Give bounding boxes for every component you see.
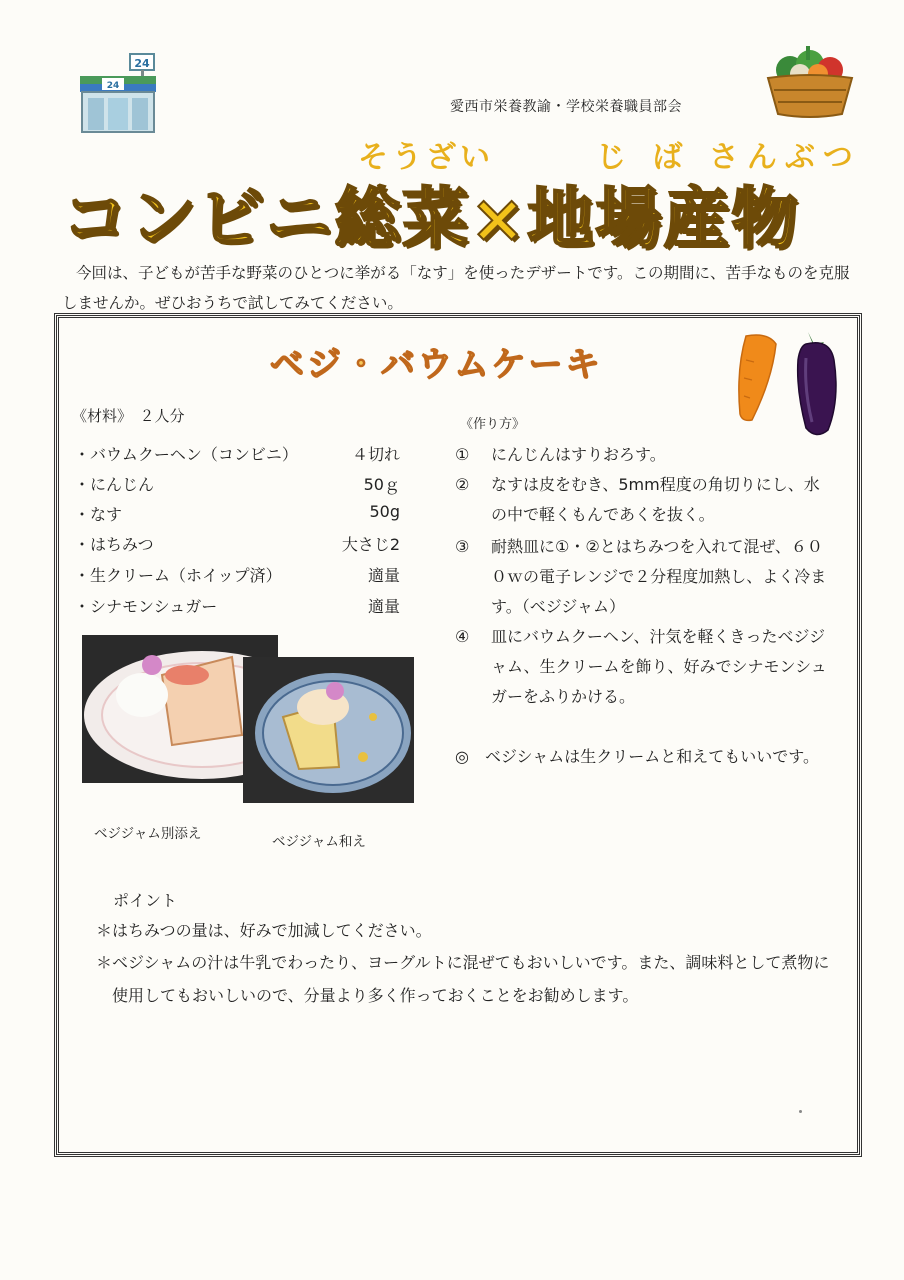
page-title: コンビニ総菜×地場産物	[62, 180, 800, 257]
method-step	[455, 532, 835, 622]
step-number: ②	[455, 475, 470, 494]
point-item	[96, 914, 836, 947]
vegetable-basket-icon	[760, 44, 860, 120]
ingredient-amount: 大さじ2	[341, 535, 400, 554]
ingredient-name: ・シナモンシュガー	[74, 597, 218, 616]
title-ruby-souzai: そうざい	[358, 140, 494, 175]
convenience-store-icon	[78, 52, 158, 134]
point-mark: ＊	[96, 921, 113, 940]
ingredient-name: ・バウムクーヘン（コンビニ）	[74, 445, 298, 464]
ingredient-row	[74, 472, 400, 495]
recipe-title: ベジ・バウムケーキ	[270, 345, 603, 385]
point-text: はちみつの量は、好みで加減してください。	[112, 921, 432, 940]
ingredient-name: ・にんじん	[74, 475, 155, 494]
point-text: ベジシャムの汁は牛乳でわったり、ヨーグルトに混ぜてもおいしいです。また、調味料として煮物に使用してもおいしいので、分量より多く作っておくことをお勧めします。	[112, 953, 830, 1005]
method-step	[455, 470, 835, 530]
intro-text: 今回は、子どもが苦手な野菜のひとつに挙がる「なす」を使ったデザートです。この期間に、苦手なものを克服しませんか。ぜひおうちで試してみてください。	[62, 264, 850, 312]
carrot-icon	[732, 330, 782, 425]
eggplant-icon	[790, 330, 842, 440]
points-header: ポイント	[113, 891, 178, 910]
decorative-dot	[799, 1110, 802, 1113]
ingredient-name: ・生クリーム（ホイップ済）	[74, 566, 282, 585]
ingredient-row	[74, 563, 400, 586]
ingredient-amount: 50g	[369, 502, 400, 521]
step-text: 皿にバウムクーヘン、汁気を軽くきったベジジャム、生クリームを飾り、好みでシナモンシュガーをふりかける。	[491, 627, 827, 706]
ingredient-amount: 50ｇ	[363, 475, 400, 494]
step-number: ③	[455, 537, 470, 556]
recipe-note: ◎ ベジシャムは生クリームと和えてもいいです。	[455, 747, 819, 766]
point-item	[96, 946, 836, 1012]
svg-text:24: 24	[134, 57, 150, 70]
point-mark: ＊	[96, 953, 113, 972]
ingredient-name: ・はちみつ	[74, 535, 154, 554]
title-ruby-jibasanbutsu: じ ば さんぶつ	[596, 140, 861, 175]
ingredient-amount: ４切れ	[351, 445, 400, 464]
method-step	[455, 622, 835, 712]
step-text: 耐熱皿に①・②とはちみつを入れて混ぜ、６００ｗの電子レンジで２分程度加熱し、よく冷ます。（ベジジャム）	[491, 537, 827, 616]
step-text: なすは皮をむき、5mm程度の角切りにし、水の中で軽くもんであくを抜く。	[491, 475, 820, 524]
step-number: ④	[455, 627, 470, 646]
ingredient-row	[74, 594, 400, 617]
photo-caption: ベジジャム別添え	[94, 826, 202, 842]
method-header: 《作り方》	[460, 417, 526, 432]
step-text: にんじんはすりおろす。	[491, 445, 666, 464]
ingredient-row	[74, 532, 400, 555]
ingredient-amount: 適量	[367, 597, 400, 616]
ingredient-row	[74, 442, 400, 465]
photo-caption: ベジジャム和え	[272, 834, 366, 850]
ingredient-name: ・なす	[74, 505, 123, 524]
step-number: ①	[455, 445, 470, 464]
method-step	[455, 440, 835, 470]
ingredient-amount: 適量	[367, 566, 400, 585]
dish-photo-jam-mixed	[243, 657, 414, 803]
svg-text:24: 24	[106, 81, 120, 91]
ingredients-header: 《材料》 ２人分	[72, 407, 185, 425]
ingredient-row	[74, 502, 400, 525]
organization-name: 愛西市栄養教諭・学校栄養職員部会	[450, 99, 682, 115]
